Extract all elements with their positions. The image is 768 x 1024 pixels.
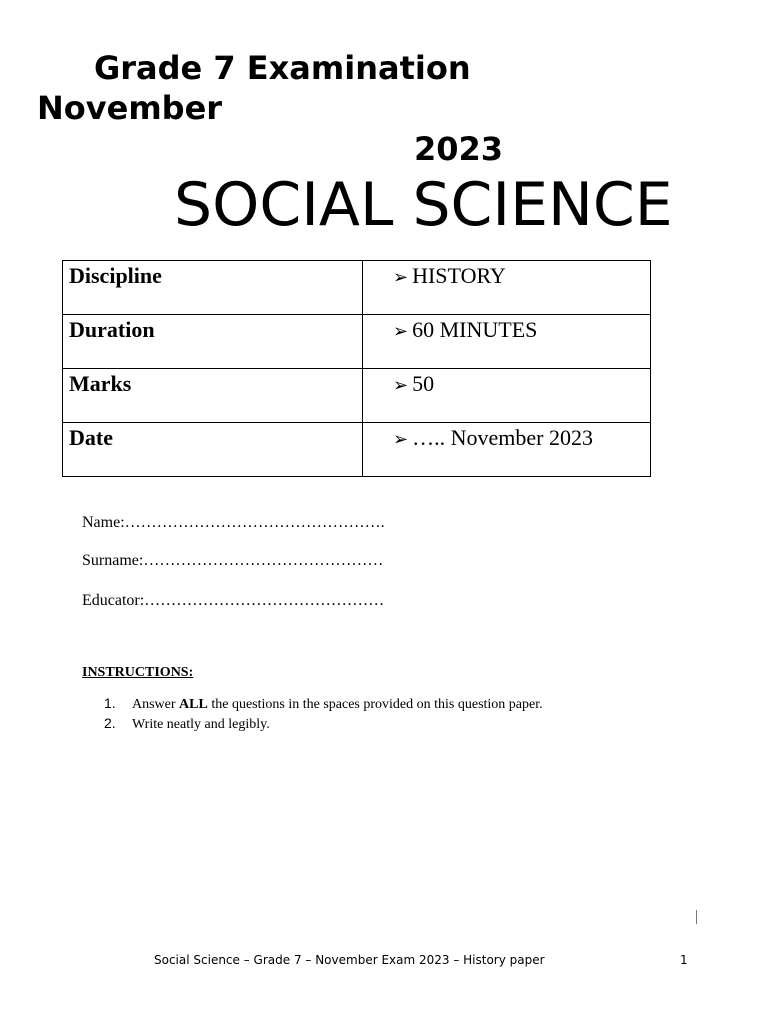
instruction-text-suffix: the questions in the spaces provided on this question paper. <box>207 697 543 712</box>
list-item <box>104 695 543 715</box>
marks-value-cell <box>363 369 651 423</box>
arrow-bullet-icon: ➢ <box>393 267 409 288</box>
duration-value-cell <box>363 315 651 369</box>
name-field[interactable]: Name:…………………………………………. <box>82 514 385 531</box>
instruction-text-prefix: Write neatly and legibly. <box>132 717 270 732</box>
exam-info-table <box>62 260 651 477</box>
table-row <box>63 315 651 369</box>
table-row <box>63 261 651 315</box>
text-cursor <box>696 910 697 924</box>
arrow-bullet-icon: ➢ <box>393 429 409 450</box>
exam-title-line2: November <box>37 89 223 127</box>
educator-field[interactable]: Educator:……………………………………… <box>82 592 385 609</box>
instructions-list <box>104 695 543 735</box>
exam-year: 2023 <box>414 130 504 168</box>
arrow-bullet-icon: ➢ <box>393 321 409 342</box>
duration-value: 60 MINUTES <box>412 317 538 342</box>
arrow-bullet-icon: ➢ <box>393 375 409 396</box>
table-row <box>63 423 651 477</box>
date-label: Date <box>63 423 363 477</box>
date-value-cell <box>363 423 651 477</box>
duration-label: Duration <box>63 315 363 369</box>
date-value: ….. November 2023 <box>412 425 593 450</box>
list-item <box>104 715 543 735</box>
discipline-label: Discipline <box>63 261 363 315</box>
instruction-number: 2. <box>104 715 116 731</box>
instruction-text-prefix: Answer <box>132 697 180 712</box>
marks-label: Marks <box>63 369 363 423</box>
instruction-text-bold: ALL <box>179 697 208 712</box>
instruction-number: 1. <box>104 695 116 711</box>
instructions-heading: INSTRUCTIONS: <box>82 665 194 680</box>
page-number: 1 <box>680 953 688 967</box>
exam-title-line1: Grade 7 Examination <box>94 49 471 87</box>
subject-title: SOCIAL SCIENCE <box>174 170 673 240</box>
discipline-value: HISTORY <box>412 263 506 288</box>
surname-field[interactable]: Surname:……………………………………… <box>82 552 384 569</box>
discipline-value-cell <box>363 261 651 315</box>
table-row <box>63 369 651 423</box>
page-footer: Social Science – Grade 7 – November Exam 2023 – History paper <box>154 953 545 967</box>
marks-value: 50 <box>412 371 435 396</box>
